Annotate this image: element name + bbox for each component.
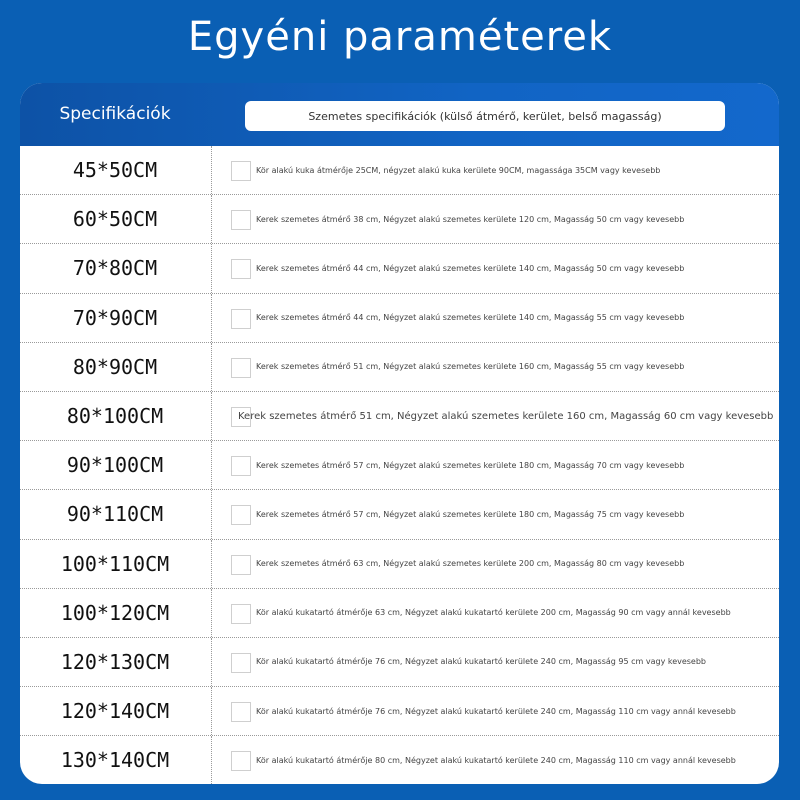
table-row	[20, 343, 779, 392]
size-cell: 120*130CM	[60, 649, 170, 674]
description-cell: Kerek szemetes átmérő 51 cm, Négyzet alakú szemetes kerülete 160 cm, Magasság 60 cm vagy kevesebb	[238, 410, 774, 422]
table-row	[20, 392, 779, 441]
checkbox-icon	[231, 604, 251, 624]
checkbox-icon	[231, 555, 251, 575]
page-title: Egyéni paraméterek	[187, 14, 613, 60]
table-row	[20, 441, 779, 490]
size-cell: 70*80CM	[72, 256, 158, 281]
column-divider	[211, 294, 212, 342]
table-row	[20, 490, 779, 539]
column-divider	[211, 589, 212, 637]
column-divider	[211, 392, 212, 440]
checkbox-icon	[231, 210, 251, 230]
column-divider	[211, 441, 212, 489]
checkbox-icon	[231, 702, 251, 722]
size-cell: 90*110CM	[66, 502, 164, 527]
size-cell: 90*100CM	[66, 453, 164, 478]
column-divider	[211, 343, 212, 391]
header-specifications: Specifikációk	[59, 104, 171, 124]
description-cell: Kerek szemetes átmérő 57 cm, Négyzet alakú szemetes kerülete 180 cm, Magasság 75 cm vagy kevesebb	[256, 509, 685, 519]
column-divider	[211, 638, 212, 686]
column-divider	[211, 490, 212, 538]
size-cell: 60*50CM	[72, 207, 158, 232]
size-cell: 80*90CM	[72, 354, 158, 379]
size-cell: 80*100CM	[66, 404, 164, 429]
description-cell: Kerek szemetes átmérő 44 cm, Négyzet alakú szemetes kerülete 140 cm, Magasság 55 cm vagy kevesebb	[256, 313, 685, 323]
header-description: Szemetes specifikációk (külső átmérő, kerület, belső magasság)	[245, 101, 725, 131]
table-row	[20, 146, 779, 195]
size-cell: 100*110CM	[60, 551, 170, 576]
column-divider	[211, 244, 212, 292]
table-row	[20, 294, 779, 343]
spec-table-card	[20, 83, 779, 784]
table-row	[20, 589, 779, 638]
checkbox-icon	[231, 358, 251, 378]
table-body	[20, 146, 779, 784]
table-row	[20, 195, 779, 244]
checkbox-icon	[231, 259, 251, 279]
checkbox-icon	[231, 505, 251, 525]
column-divider	[211, 195, 212, 243]
table-header	[20, 83, 779, 146]
size-cell: 120*140CM	[60, 699, 170, 724]
description-cell: Kerek szemetes átmérő 38 cm, Négyzet alakú szemetes kerülete 120 cm, Magasság 50 cm vagy kevesebb	[256, 214, 685, 224]
table-row	[20, 244, 779, 293]
table-row	[20, 687, 779, 736]
description-cell: Kör alakú kukatartó átmérője 76 cm, Négyzet alakú kukatartó kerülete 240 cm, Magasság 95 cm vagy kevesebb	[256, 657, 707, 667]
table-row	[20, 638, 779, 687]
checkbox-icon	[231, 751, 251, 771]
size-cell: 70*90CM	[72, 305, 158, 330]
description-cell: Kör alakú kuka átmérője 25CM, négyzet alakú kuka kerülete 90CM, magassága 35CM vagy kevesebb	[256, 165, 661, 175]
description-cell: Kerek szemetes átmérő 57 cm, Négyzet alakú szemetes kerülete 180 cm, Magasság 70 cm vagy kevesebb	[256, 460, 685, 470]
description-cell: Kör alakú kukatartó átmérője 76 cm, Négyzet alakú kukatartó kerülete 240 cm, Magasság 110 cm vagy annál kevesebb	[256, 706, 736, 716]
column-divider	[211, 146, 212, 194]
checkbox-icon	[231, 653, 251, 673]
checkbox-icon	[231, 161, 251, 181]
column-divider	[211, 540, 212, 588]
column-divider	[211, 736, 212, 784]
size-cell: 100*120CM	[60, 600, 170, 625]
description-cell: Kör alakú kukatartó átmérője 63 cm, Négyzet alakú kukatartó kerülete 200 cm, Magasság 90 cm vagy annál kevesebb	[256, 608, 731, 618]
checkbox-icon	[231, 309, 251, 329]
table-row	[20, 540, 779, 589]
description-cell: Kerek szemetes átmérő 63 cm, Négyzet alakú szemetes kerülete 200 cm, Magasság 80 cm vagy kevesebb	[256, 559, 685, 569]
table-row	[20, 736, 779, 784]
description-cell: Kerek szemetes átmérő 51 cm, Négyzet alakú szemetes kerülete 160 cm, Magasság 55 cm vagy kevesebb	[256, 362, 685, 372]
description-cell: Kerek szemetes átmérő 44 cm, Négyzet alakú szemetes kerülete 140 cm, Magasság 50 cm vagy kevesebb	[256, 263, 685, 273]
size-cell: 130*140CM	[60, 748, 170, 773]
description-cell: Kör alakú kukatartó átmérője 80 cm, Négyzet alakú kukatartó kerülete 240 cm, Magasság 110 cm vagy annál kevesebb	[256, 755, 736, 765]
checkbox-icon	[231, 456, 251, 476]
column-divider	[211, 687, 212, 735]
size-cell: 45*50CM	[72, 158, 158, 183]
